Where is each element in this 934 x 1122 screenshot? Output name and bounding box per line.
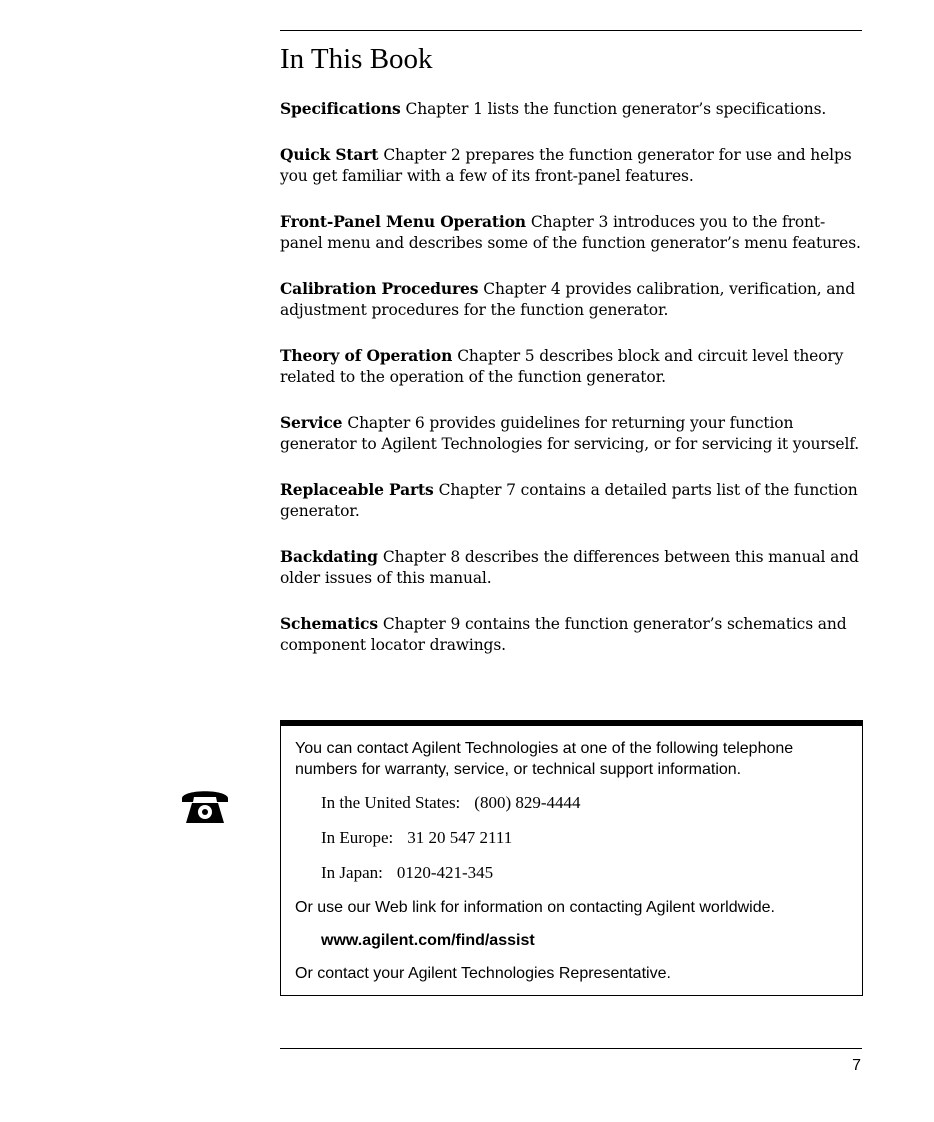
section-text: Chapter 7 contains a detailed parts list of the function generator. (280, 481, 858, 520)
section-theory (280, 345, 862, 388)
telephone-icon (180, 786, 230, 826)
section-calibration (280, 278, 862, 321)
phone-number: 31 20 547 2111 (407, 828, 513, 847)
chapter-list (280, 98, 862, 680)
section-term: Replaceable Parts (280, 480, 434, 499)
section-text: Chapter 1 lists the function generator’s specifications. (405, 100, 827, 118)
section-term: Calibration Procedures (280, 279, 479, 298)
section-text: Chapter 4 provides calibration, verification, and adjustment procedures for the function generator. (280, 280, 855, 319)
section-text: Chapter 9 contains the function generator’s schematics and component locator drawings. (280, 615, 847, 654)
phone-number: 0120-421-345 (396, 863, 494, 882)
section-text: Chapter 5 describes block and circuit level theory related to the operation of the function generator. (280, 347, 844, 386)
section-schematics (280, 613, 862, 656)
phone-japan (321, 862, 848, 883)
web-link[interactable]: www.agilent.com/find/assist (321, 932, 535, 949)
section-term: Backdating (280, 547, 378, 566)
section-backdating (280, 546, 862, 589)
section-term: Theory of Operation (280, 346, 453, 365)
section-term: Front-Panel Menu Operation (280, 212, 526, 231)
section-term: Service (280, 413, 343, 432)
section-term: Schematics (280, 614, 378, 633)
section-text: Chapter 2 prepares the function generator for use and helps you get familiar with a few of its front-panel features. (280, 146, 852, 185)
bottom-rule (280, 1048, 862, 1049)
section-text: Chapter 3 introduces you to the front-panel menu and describes some of the function generator’s menu features. (280, 213, 861, 252)
section-text: Chapter 6 provides guidelines for returning your function generator to Agilent Technologies for servicing, or for servicing it yourself. (280, 414, 860, 453)
phone-region: In Europe: (321, 828, 394, 847)
section-service (280, 412, 862, 455)
page-number: 7 (852, 1057, 861, 1074)
contact-intro: You can contact Agilent Technologies at one of the following telephone numbers for warranty, service, or technical support information. (295, 740, 794, 778)
section-front-panel-menu (280, 211, 862, 254)
phone-region: In Japan: (321, 863, 383, 882)
top-rule (280, 30, 862, 31)
phone-us (321, 792, 848, 813)
section-replaceable-parts (280, 479, 862, 522)
representative-note: Or contact your Agilent Technologies Representative. (295, 965, 671, 982)
phone-europe (321, 827, 848, 848)
phone-region: In the United States: (321, 793, 461, 812)
page-title: In This Book (280, 43, 433, 75)
section-term: Specifications (280, 99, 401, 118)
web-intro: Or use our Web link for information on contacting Agilent worldwide. (295, 899, 775, 916)
section-specifications (280, 98, 862, 120)
phone-number: (800) 829-4444 (474, 793, 581, 812)
section-term: Quick Start (280, 145, 379, 164)
contact-box (280, 720, 863, 996)
section-quick-start (280, 144, 862, 187)
section-text: Chapter 8 describes the differences between this manual and older issues of this manual. (280, 548, 859, 587)
